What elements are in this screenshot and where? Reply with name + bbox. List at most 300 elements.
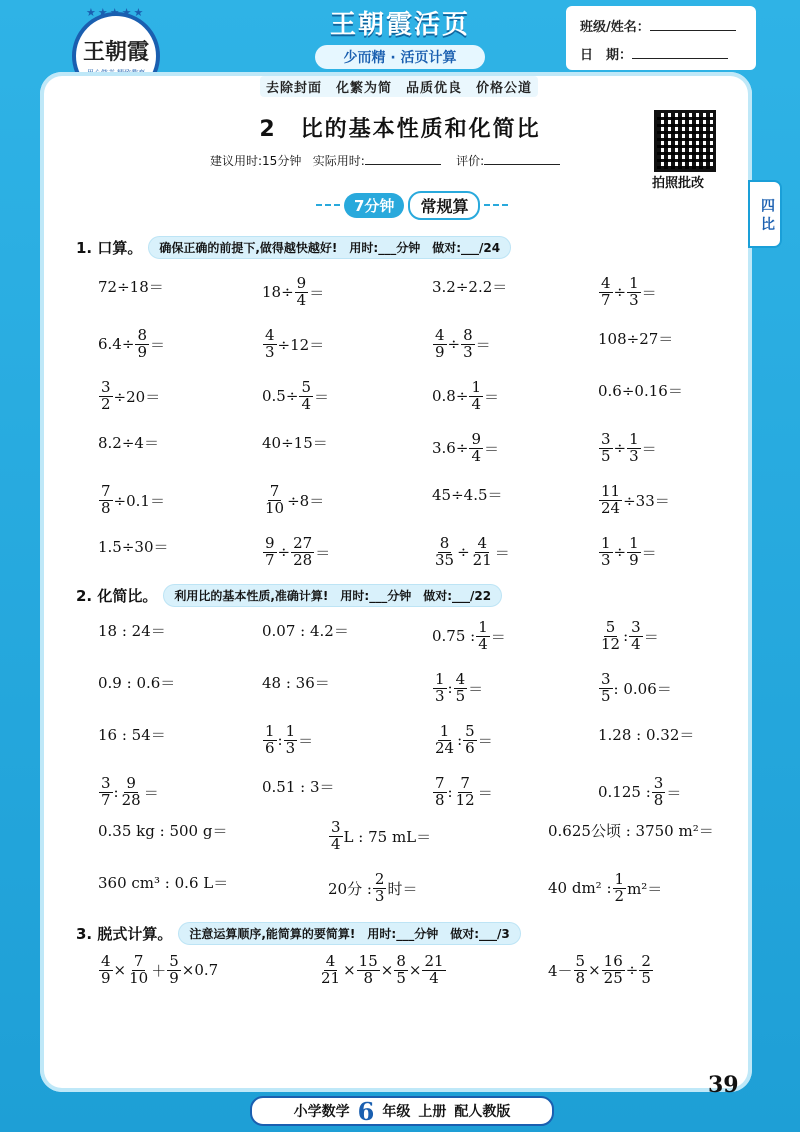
- q2-wide-expression: [98, 872, 228, 893]
- expr-text: ÷8＝: [287, 491, 325, 510]
- fraction: [454, 776, 477, 809]
- expr-text: 72÷18＝: [98, 278, 164, 296]
- denominator: 21: [321, 968, 341, 987]
- expr-text: ＋: [151, 961, 167, 980]
- denominator: 9: [101, 968, 111, 987]
- fraction: [433, 536, 456, 569]
- fraction: [99, 776, 113, 809]
- q2-expression: [98, 724, 166, 745]
- numerator: 7: [460, 774, 470, 792]
- q2-expression: [262, 672, 330, 693]
- numerator: 8: [396, 952, 406, 970]
- expr-text: 20分 :: [328, 879, 372, 898]
- numerator: 5: [301, 378, 311, 396]
- expr-text: ×0.7: [181, 961, 219, 980]
- expr-text: ×: [408, 961, 422, 980]
- fraction: [263, 536, 277, 569]
- evaluation-field[interactable]: [484, 164, 560, 165]
- fraction: [99, 380, 113, 413]
- denominator: 10: [129, 968, 149, 987]
- expr-text: 18÷: [262, 283, 294, 302]
- denominator: 7: [265, 550, 275, 569]
- suggested-time: 建议用时:15分钟: [210, 154, 302, 168]
- footer-term: 上册: [418, 1104, 447, 1120]
- section-header: [312, 192, 512, 218]
- time-meta: [210, 152, 560, 169]
- expr-text: 108÷27＝: [598, 330, 674, 348]
- q2-wide-expression: [548, 872, 662, 905]
- fraction: [652, 776, 666, 809]
- numerator: 3: [601, 670, 611, 688]
- brand-subtitle: 少而精 · 活页计算: [315, 45, 485, 69]
- expr-text: 8.2÷4＝: [98, 434, 159, 452]
- numerator: 1: [614, 870, 625, 888]
- denominator: 25: [603, 968, 623, 987]
- numerator: 1: [629, 534, 639, 552]
- section-time: 7分钟: [344, 193, 404, 218]
- expr-text: 0.51 : 3＝: [262, 778, 335, 796]
- fraction: [627, 276, 641, 309]
- fraction: [629, 620, 643, 653]
- q1-expression: [598, 432, 657, 465]
- numerator: 1: [629, 274, 639, 292]
- numerator: 5: [605, 618, 616, 636]
- page-number: 39: [708, 1072, 739, 1098]
- expr-text: ＝: [315, 543, 331, 562]
- expr-text: 48 : 36＝: [262, 674, 330, 692]
- q2-expression: [598, 776, 681, 809]
- q2-expression: [98, 620, 166, 641]
- q1-expression: [432, 432, 499, 465]
- actual-time-field[interactable]: [365, 164, 441, 165]
- fraction: [599, 484, 622, 517]
- q1-expression: [98, 328, 165, 361]
- expr-text: ×: [588, 961, 601, 980]
- expr-text: m²＝: [627, 879, 663, 898]
- question-tip: 利用比的基本性质,准确计算! 用时:___分钟 做对:___/22: [163, 584, 502, 607]
- expr-text: ＝: [477, 783, 493, 802]
- denominator: 3: [629, 446, 639, 465]
- fraction: [599, 672, 613, 705]
- expr-text: 360 cm³ : 0.6 L＝: [98, 874, 229, 892]
- expr-text: ＝: [475, 335, 491, 354]
- fraction: [167, 954, 181, 987]
- numerator: 3: [331, 818, 341, 836]
- fraction: [613, 872, 627, 905]
- expr-text: ＝: [641, 439, 657, 458]
- q1-expression: [598, 276, 657, 309]
- q2-expression: [98, 672, 175, 693]
- fraction: [422, 954, 445, 987]
- denominator: 4: [471, 394, 481, 413]
- expr-text: 0.625公顷 : 3750 m²＝: [548, 822, 714, 840]
- footer-grade: 6: [357, 1096, 375, 1126]
- q1-expression: [598, 328, 673, 349]
- denominator: 3: [629, 290, 639, 309]
- fraction: [373, 872, 387, 905]
- brand-title: 王朝霞活页: [329, 10, 470, 40]
- numerator: 27: [293, 534, 313, 552]
- question-title: 3. 脱式计算。: [76, 925, 173, 943]
- fraction: [433, 776, 447, 809]
- denominator: 7: [101, 790, 111, 809]
- expr-text: 40÷15＝: [262, 434, 328, 452]
- expr-text: 时＝: [387, 879, 418, 898]
- dash-divider: [316, 204, 340, 206]
- q2-expression: [262, 724, 313, 757]
- denominator: 4: [296, 290, 307, 309]
- numerator: 1: [601, 534, 611, 552]
- denominator: 9: [137, 342, 147, 361]
- denominator: 5: [455, 686, 466, 705]
- q1-expression: [98, 484, 165, 517]
- fraction: [602, 954, 625, 987]
- q1-expression: [262, 380, 329, 413]
- denominator: 24: [435, 738, 455, 757]
- expr-text: :: [277, 731, 283, 750]
- expr-text: 3.6÷: [432, 439, 469, 458]
- expr-text: 0.07 : 4.2＝: [262, 622, 349, 640]
- numerator: 4: [101, 952, 111, 970]
- denominator: 3: [374, 886, 385, 905]
- fraction: [394, 954, 408, 987]
- expr-text: 0.6÷0.16＝: [598, 382, 683, 400]
- q1-expression: [598, 380, 683, 401]
- numerator: 2: [374, 870, 385, 888]
- q1-expression: [262, 536, 330, 569]
- denominator: 3: [463, 342, 473, 361]
- denominator: 9: [435, 342, 445, 361]
- expr-text: ＝: [494, 543, 510, 562]
- date-row: [580, 44, 728, 63]
- q2-expression: [262, 620, 349, 641]
- numerator: 8: [137, 326, 147, 344]
- evaluation-label: 评价:: [456, 154, 485, 168]
- fraction: [627, 432, 641, 465]
- q1-expression: [98, 536, 169, 557]
- expr-text: ÷0.1＝: [113, 491, 165, 510]
- denominator: 5: [601, 446, 611, 465]
- fraction: [263, 724, 277, 757]
- lesson-title: 2 比的基本性质和化简比: [259, 117, 541, 142]
- q2-wide-expression: [98, 820, 227, 841]
- expr-text: :: [447, 679, 453, 698]
- numerator: 15: [358, 952, 378, 970]
- fraction: [135, 328, 149, 361]
- numerator: 5: [465, 722, 475, 740]
- numerator: 1: [435, 670, 445, 688]
- denominator: 28: [121, 790, 141, 809]
- numerator: 1: [285, 722, 296, 740]
- q1-expression: [432, 276, 507, 297]
- denominator: 8: [435, 790, 445, 809]
- fraction: [639, 954, 653, 987]
- numerator: 5: [169, 952, 179, 970]
- qr-label: 拍照批改: [652, 176, 705, 191]
- q2-expression: [598, 672, 672, 705]
- numerator: 1: [265, 722, 275, 740]
- denominator: 5: [396, 968, 406, 987]
- q2-wide-expression: [328, 872, 417, 905]
- q1-expression: [98, 380, 160, 413]
- denominator: 8: [363, 968, 373, 987]
- fraction: [469, 380, 483, 413]
- denominator: 5: [641, 968, 651, 987]
- fraction: [299, 380, 313, 413]
- denominator: 12: [455, 790, 475, 809]
- expr-text: ＝: [313, 387, 329, 406]
- expr-text: ÷20＝: [113, 387, 161, 406]
- q3-expression: [98, 954, 218, 987]
- numerator: 1: [439, 722, 450, 740]
- expr-text: 6.4÷: [98, 335, 135, 354]
- q1-expression: [598, 484, 670, 517]
- expr-text: ＝: [666, 783, 682, 802]
- expr-text: ÷: [457, 543, 470, 562]
- fraction: [463, 724, 477, 757]
- expr-text: :: [623, 627, 629, 646]
- q2-expression: [98, 776, 159, 809]
- question-2-header: [76, 584, 502, 607]
- question-title: 2. 化简比。: [76, 587, 158, 605]
- q2-expression: [262, 776, 335, 797]
- expr-text: :: [457, 731, 463, 750]
- numerator: 7: [133, 952, 144, 970]
- numerator: 4: [455, 670, 466, 688]
- fraction: [454, 672, 468, 705]
- expr-text: ×: [113, 961, 127, 980]
- numerator: 1: [478, 618, 488, 636]
- expr-text: 0.9 : 0.6＝: [98, 674, 176, 692]
- denominator: 3: [285, 738, 296, 757]
- class-name-row: [580, 16, 736, 35]
- expr-text: ＝: [298, 731, 314, 750]
- stars-icon: ★★★★★: [86, 6, 146, 19]
- numerator: 1: [629, 430, 639, 448]
- numerator: 4: [325, 952, 336, 970]
- fraction: [357, 954, 380, 987]
- fraction: [120, 776, 143, 809]
- fraction: [433, 328, 447, 361]
- denominator: 4: [301, 394, 311, 413]
- expr-text: 45÷4.5＝: [432, 486, 503, 504]
- q1-expression: [432, 484, 503, 505]
- expr-text: L : 75 mL＝: [343, 827, 432, 846]
- fraction: [574, 954, 588, 987]
- numerator: 4: [265, 326, 275, 344]
- fraction: [461, 328, 475, 361]
- footer-subject: 小学数学: [293, 1104, 350, 1120]
- question-title: 1. 口算。: [76, 239, 143, 257]
- class-name-label: 班级/姓名：: [580, 20, 650, 35]
- fraction: [469, 432, 483, 465]
- numerator: 4: [435, 326, 445, 344]
- q1-expression: [432, 328, 491, 361]
- numerator: 1: [471, 378, 481, 396]
- q2-expression: [598, 724, 694, 745]
- date-field[interactable]: [632, 58, 728, 59]
- expr-text: 4－: [548, 961, 573, 980]
- actual-time-label: 实际用时:: [312, 154, 365, 168]
- expr-text: 0.5÷: [262, 387, 299, 406]
- q1-expression: [432, 536, 510, 569]
- expr-text: ×: [380, 961, 394, 980]
- numerator: 8: [463, 326, 473, 344]
- denominator: 7: [601, 290, 611, 309]
- numerator: 3: [631, 618, 641, 636]
- fraction: [99, 954, 113, 987]
- q2-expression: [598, 620, 659, 653]
- denominator: 35: [435, 550, 455, 569]
- section-name: 常规算: [408, 191, 480, 220]
- fraction: [627, 536, 641, 569]
- denominator: 9: [169, 968, 179, 987]
- fraction: [319, 954, 342, 987]
- footer-grade-suffix: 年级: [382, 1104, 411, 1120]
- q3-expression: [548, 954, 654, 987]
- expr-text: :: [447, 783, 453, 802]
- expr-text: 0.75 :: [432, 627, 476, 646]
- fraction: [599, 432, 613, 465]
- qr-code-icon[interactable]: [654, 110, 716, 172]
- expr-text: ÷: [613, 439, 627, 458]
- date-label: 日 期：: [580, 48, 633, 63]
- expr-text: ÷: [277, 543, 291, 562]
- question-3-header: [76, 922, 521, 945]
- chapter-side-tab: 四 比: [748, 180, 782, 248]
- expr-text: ÷12＝: [277, 335, 325, 354]
- numerator: 5: [575, 952, 586, 970]
- numerator: 4: [601, 274, 611, 292]
- numerator: 7: [435, 774, 445, 792]
- denominator: 12: [601, 634, 621, 653]
- denominator: 2: [614, 886, 625, 905]
- expr-text: :: [113, 783, 119, 802]
- q3-expression: [318, 954, 447, 987]
- q1-expression: [432, 380, 499, 413]
- numerator: 3: [653, 774, 664, 792]
- denominator: 5: [601, 686, 611, 705]
- expr-text: 1.28 : 0.32＝: [598, 726, 695, 744]
- expr-text: ＝: [149, 335, 165, 354]
- numerator: 3: [601, 430, 611, 448]
- numerator: 2: [641, 952, 651, 970]
- q1-expression: [262, 328, 324, 361]
- denominator: 4: [478, 634, 488, 653]
- expr-text: ÷: [447, 335, 461, 354]
- expr-text: ×: [343, 961, 356, 980]
- expr-text: ＝: [468, 679, 484, 698]
- expr-text: 18 : 24＝: [98, 622, 166, 640]
- brand-banner: [300, 4, 500, 69]
- numerator: 16: [603, 952, 623, 970]
- fraction: [99, 484, 113, 517]
- q1-expression: [262, 276, 324, 309]
- student-info-box: [566, 6, 756, 70]
- q2-expression: [432, 724, 493, 757]
- denominator: 4: [471, 446, 481, 465]
- q2-wide-expression: [328, 820, 431, 853]
- fraction: [599, 620, 622, 653]
- expr-text: 40 dm² :: [548, 879, 612, 898]
- numerator: 9: [265, 534, 275, 552]
- numerator: 4: [477, 534, 487, 552]
- denominator: 21: [472, 550, 492, 569]
- logo-text: 王朝霞: [82, 38, 149, 65]
- q1-expression: [98, 432, 159, 453]
- q2-expression: [432, 672, 483, 705]
- q1-expression: [98, 276, 164, 297]
- denominator: 3: [601, 550, 611, 569]
- q2-expression: [432, 776, 493, 809]
- question-tip: 确保正确的前提下,做得越快越好! 用时:___分钟 做对:___/24: [148, 236, 511, 259]
- numerator: 3: [101, 378, 111, 396]
- denominator: 8: [575, 968, 586, 987]
- expr-text: ＝: [643, 627, 659, 646]
- expr-text: ＝: [641, 543, 657, 562]
- denominator: 4: [331, 834, 341, 853]
- denominator: 6: [465, 738, 475, 757]
- expr-text: ＝: [143, 783, 159, 802]
- denominator: 8: [653, 790, 664, 809]
- expr-text: ÷: [613, 543, 627, 562]
- fraction: [284, 724, 298, 757]
- numerator: 21: [424, 952, 444, 970]
- numerator: 11: [601, 482, 621, 500]
- fraction: [127, 954, 150, 987]
- expr-text: ＝: [483, 387, 499, 406]
- question-tip: 注意运算顺序,能简算的要简算! 用时:___分钟 做对:___/3: [178, 922, 520, 945]
- expr-text: ＝: [483, 439, 499, 458]
- fraction: [476, 620, 490, 653]
- denominator: 3: [265, 342, 275, 361]
- fraction: [599, 276, 613, 309]
- expr-text: ＝: [309, 283, 325, 302]
- fraction: [291, 536, 314, 569]
- denominator: 2: [101, 394, 111, 413]
- expr-text: : 0.06＝: [613, 679, 672, 698]
- expr-text: ÷: [625, 961, 639, 980]
- expr-text: 0.8÷: [432, 387, 469, 406]
- q1-expression: [262, 484, 324, 517]
- fraction: [433, 724, 456, 757]
- footer-banner: [250, 1096, 554, 1126]
- denominator: 24: [601, 498, 621, 517]
- expr-text: ＝: [477, 731, 493, 750]
- denominator: 3: [435, 686, 445, 705]
- expr-text: 0.125 :: [598, 783, 651, 802]
- class-name-field[interactable]: [650, 30, 736, 31]
- expr-text: 3.2÷2.2＝: [432, 278, 508, 296]
- denominator: 8: [101, 498, 111, 517]
- expr-text: ＝: [641, 283, 657, 302]
- numerator: 8: [439, 534, 450, 552]
- fraction: [263, 484, 286, 517]
- denominator: 6: [265, 738, 275, 757]
- expr-text: ÷33＝: [623, 491, 670, 510]
- q1-expression: [598, 536, 657, 569]
- fraction: [263, 328, 277, 361]
- fraction: [295, 276, 309, 309]
- expr-text: ＝: [490, 627, 506, 646]
- q1-expression: [262, 432, 328, 453]
- question-1-header: [76, 236, 511, 259]
- numerator: 7: [101, 482, 111, 500]
- denominator: 10: [265, 498, 285, 517]
- expr-text: 1.5÷30＝: [98, 538, 169, 556]
- expr-text: 16 : 54＝: [98, 726, 166, 744]
- numerator: 9: [126, 774, 136, 792]
